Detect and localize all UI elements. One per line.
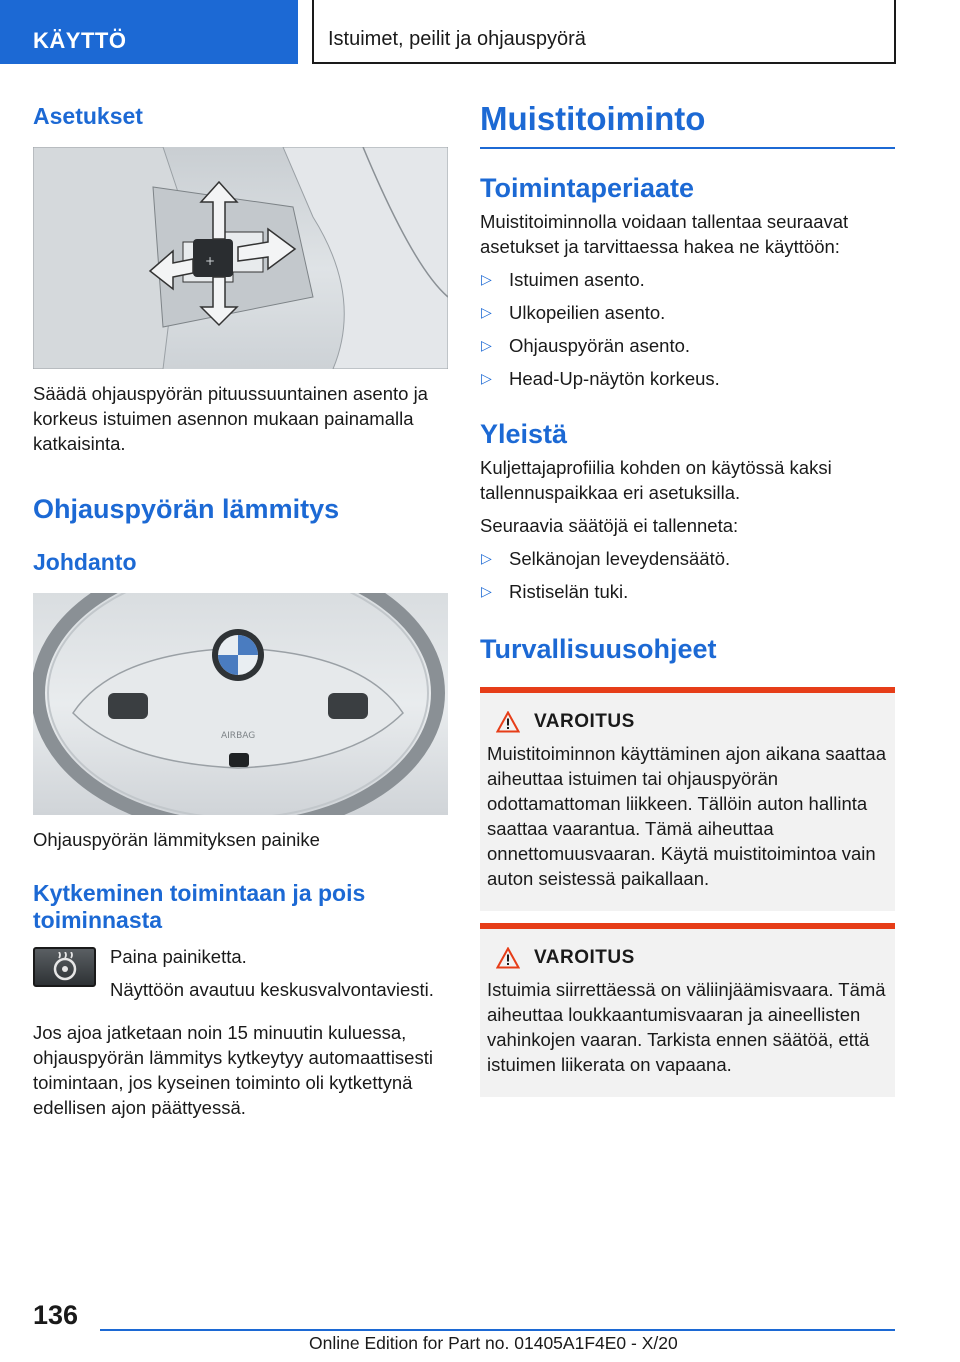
warning-header [487, 711, 888, 733]
johdanto-heading: Johdanto [33, 549, 137, 575]
asetukset-paragraph: Säädä ohjauspyörän pituussuuntainen asento ja korkeus istuimen asennon mukaan painamalla katkaisinta. [33, 383, 428, 454]
list-item: ▷ Istuimen asento. [481, 269, 645, 290]
warning-label: VAROITUS [534, 947, 635, 968]
muisti-heading: Muistitoiminto [480, 100, 706, 137]
button-instruction [33, 944, 448, 1002]
asetukset-heading: Asetukset [33, 103, 143, 129]
section-title: KÄYTTÖ [33, 28, 127, 53]
turva-heading: Turvallisuusohjeet [480, 634, 717, 664]
steering-wheel-figure [33, 593, 448, 815]
yleista-paragraph-1: Kuljettajaprofiilia kohden on käytössä kaksi tallennuspaikkaa eri asetuksilla. [480, 457, 832, 503]
svg-text:AIRBAG: AIRBAG [221, 731, 256, 741]
periaate-heading: Toimintaperiaate [480, 173, 695, 203]
list-item: ▷ Selkänojan leveydensäätö. [481, 548, 731, 569]
triangle-bullet-icon: ▷ [481, 370, 492, 386]
section-tab [0, 0, 298, 64]
lammitys-heading: Ohjauspyörän lämmitys [33, 494, 340, 524]
yleista-heading: Yleistä [480, 419, 568, 449]
footer-rule [100, 1329, 895, 1331]
chapter-tab [312, 0, 896, 64]
list-item: ▷ Head-Up-näytön korkeus. [481, 368, 720, 389]
step-press-button: Paina painiketta. [110, 946, 247, 967]
periaate-list [480, 267, 895, 391]
steering-wheel-caption: Ohjauspyörän lämmityksen painike [33, 829, 320, 850]
svg-text:+: + [205, 254, 216, 268]
triangle-bullet-icon: ▷ [481, 271, 492, 287]
triangle-bullet-icon: ▷ [481, 550, 492, 566]
step-message: Näyttöön avautuu keskusvalvontaviesti. [110, 979, 434, 1000]
steering-column-illustration [33, 147, 448, 369]
warning-triangle-icon [496, 711, 520, 733]
chapter-title: Istuimet, peilit ja ohjauspyörä [328, 28, 586, 50]
right-column [480, 100, 895, 1097]
heating-button-icon [33, 947, 96, 987]
page-number: 136 [33, 1300, 79, 1330]
triangle-bullet-icon: ▷ [481, 304, 492, 320]
heated-wheel-icon [50, 952, 80, 982]
left-column [33, 100, 448, 1120]
warning-triangle-icon [496, 947, 520, 969]
triangle-bullet-icon: ▷ [481, 337, 492, 353]
edition-text: Online Edition for Part no. 01405A1F4E0 - X/20 [309, 1333, 678, 1353]
instruction-steps [110, 944, 434, 1002]
steering-column-switch-figure [33, 147, 448, 369]
triangle-bullet-icon: ▷ [481, 583, 492, 599]
warning-box-2 [480, 923, 895, 1097]
heading-rule [480, 147, 895, 149]
automatic-paragraph: Jos ajoa jatketaan noin 15 minuutin kuluessa, ohjauspyörän lämmitys kytkeytyy automaattisesti toimintaan, jos kyseinen toiminto oli kytkettynä edellisen ajon päättyessä. [33, 1022, 433, 1118]
warning-text: Istuimia siirrettäessä on väliinjäämisvaara. Tämä aiheuttaa loukkaantumisvaaran ja aineellisten vahinkojen vaaran. Tarkista ennen säätöä, että istuimen liikerata on vapaana. [487, 979, 886, 1075]
warning-text: Muistitoiminnon käyttäminen ajon aikana saattaa aiheuttaa istuimen tai ohjauspyörän odottamattoman liikkeen. Tällöin auton hallinta saattaa vaarantua. Tämä aiheuttaa onnettomuusvaaran. Käytä muistitoimintoa vain auton seistessä paikallaan. [487, 743, 887, 889]
periaate-paragraph: Muistitoiminnolla voidaan tallentaa seuraavat asetukset ja tarvittaessa hakea ne käyttöön: [480, 211, 849, 257]
steering-wheel-illustration [33, 593, 448, 815]
kytkeminen-heading: Kytkeminen toimintaan ja pois toiminnasta [33, 880, 366, 933]
list-item: ▷ Ristiselän tuki. [481, 581, 629, 602]
yleista-list [480, 546, 895, 604]
warning-box-1 [480, 687, 895, 911]
warning-header [487, 947, 888, 969]
list-item: ▷ Ulkopeilien asento. [481, 302, 666, 323]
list-item: ▷ Ohjauspyörän asento. [481, 335, 691, 356]
yleista-paragraph-2: Seuraavia säätöjä ei tallenneta: [480, 515, 739, 536]
warning-label: VAROITUS [534, 711, 635, 732]
